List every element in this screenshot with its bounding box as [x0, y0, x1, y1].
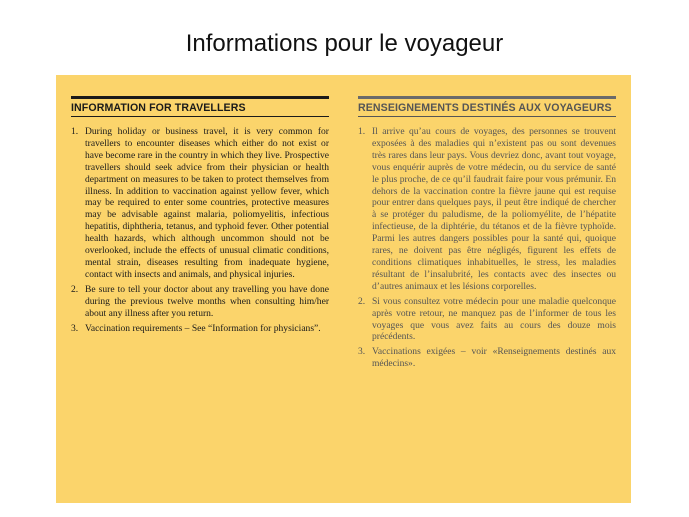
item-text: Be sure to tell your doctor about any travelling you have done during the previous twelve months when consulting him/her about any illness after you return. [85, 283, 329, 319]
item-text: Il arrive qu’au cours de voyages, des personnes se trouvent exposées à des maladies qui n’existent pas ou sont devenues très rares dans leur pays. Vous devriez donc, avant tout voyage, vous enquérir auprès de votre médecin, ou du service de santé le plus proche, de ce qu’il faudrait faire pour vous prémunir. En dehors de la vaccination contre la fièvre jaune qui est requise pour entrer dans quelques pays, il peut être indiqué de chercher à se protéger du paludisme, de la poliomyélite, de l’hépatite infectieuse, de la diphtérie, du tétanos et de la fièvre typhoïde. Parmi les autres dangers possibles pour la santé qui, quoique rares, ne doivent pas être négligés, figurent les effets de conditions climatiques inhabituelles, le stress, les maladies résultant de l’insalubrité, les contacts avec des insectes ou d’autres animaux et les lésions corporelles. [372, 126, 616, 292]
english-item-1 [71, 126, 329, 281]
slide-title: Informations pour le voyageur [185, 30, 504, 57]
item-text: Vaccinations exigées – voir «Renseignements destinés aux médecins». [372, 346, 616, 370]
french-heading: RENSEIGNEMENTS DESTINÉS AUX VOYAGEURS [358, 102, 616, 117]
french-heading-rule [358, 96, 616, 99]
french-item-1 [358, 126, 616, 293]
english-item-3 [71, 323, 329, 335]
item-number: 2. [358, 295, 366, 307]
item-number: 3. [71, 322, 79, 334]
french-column [358, 96, 616, 373]
item-number: 2. [71, 283, 79, 295]
english-column [71, 96, 329, 337]
item-text: Vaccination requirements – See “Information for physicians”. [85, 322, 321, 334]
document-card [56, 75, 631, 503]
english-heading-rule [71, 96, 329, 99]
english-item-2 [71, 284, 329, 320]
french-item-3 [358, 346, 616, 370]
item-text: Si vous consultez votre médecin pour une maladie quelconque après votre retour, ne manquez pas de l’informer de tous les voyages que vous avez faits au cours des douze mois précédents. [372, 295, 616, 343]
english-heading: INFORMATION FOR TRAVELLERS [71, 102, 329, 117]
french-item-2 [358, 296, 616, 344]
item-number: 3. [358, 346, 366, 358]
item-text: During holiday or business travel, it is very common for travellers to encounter diseases which either do not exist or have become rare in the country in which they live. Prospective travellers should seek advice from their physician or health department on measures to be taken to protect themselves from illness. In addition to vaccination against yellow fever, which may be required to enter some countries, protective measures may be advisable against malaria, poliomyelitis, infectious hepatitis, diphtheria, tetanus, and typhoid fever. Other potential health hazards, which although uncommon should not be overlooked, include the effects of unusual climatic conditions, mental strain, diseases resulting from inadequate hygiene, contact with insects and animals, and physical injuries. [85, 126, 329, 280]
item-number: 1. [71, 126, 79, 137]
item-number: 1. [358, 126, 366, 137]
